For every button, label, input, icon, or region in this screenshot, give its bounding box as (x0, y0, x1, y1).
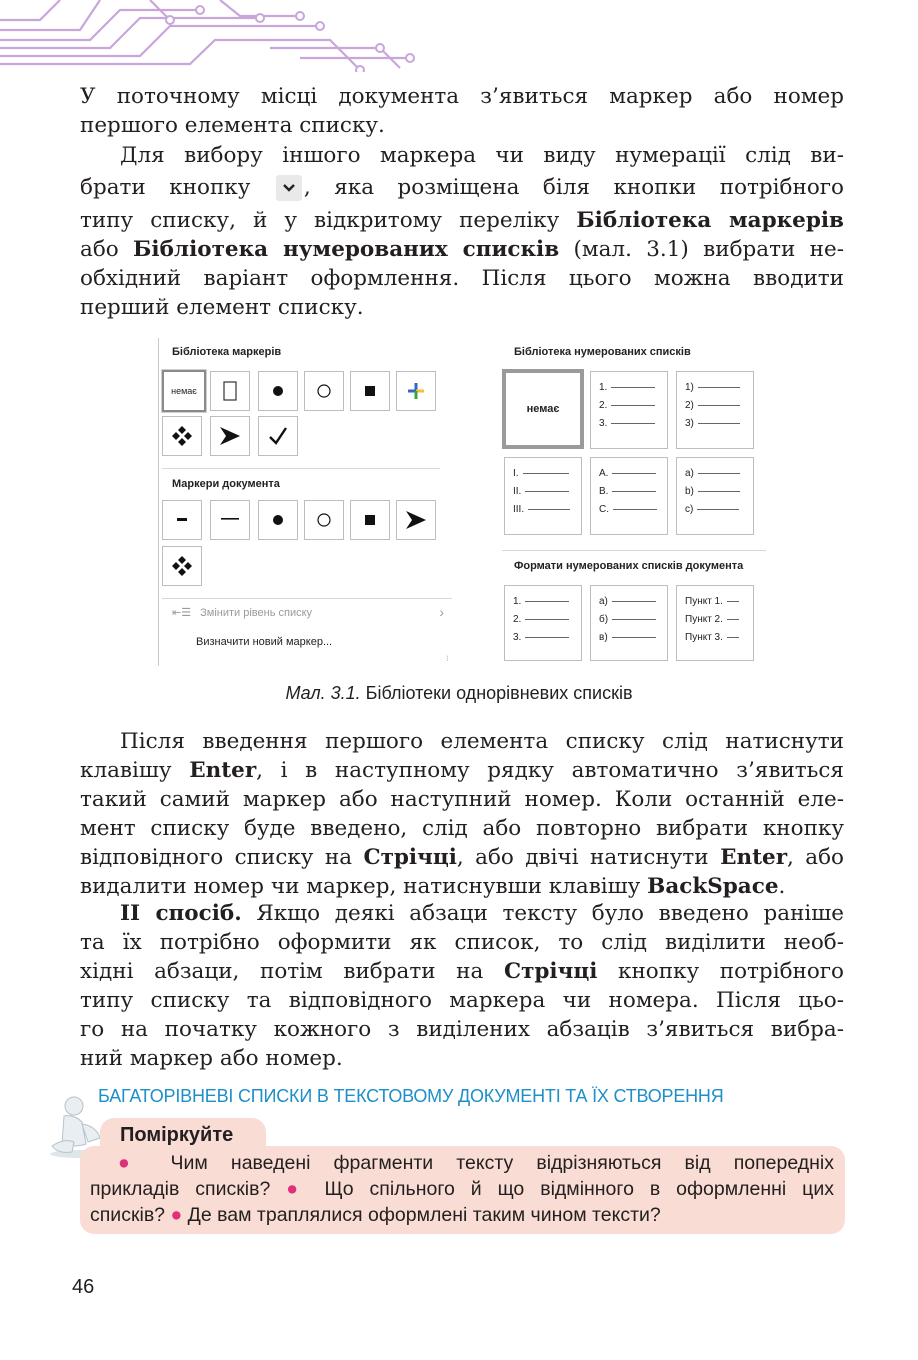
page-number: 46 (72, 1276, 95, 1298)
num-label: 1. (599, 382, 608, 393)
bold-term: Бібліотека маркерів (576, 208, 844, 233)
caption-label: Мал. 3.1. (285, 683, 361, 703)
doc-marker-diamonds[interactable] (162, 546, 202, 586)
filled-square-icon (365, 515, 375, 525)
doc-format-item[interactable] (676, 585, 754, 661)
numbering-option-lower-alpha[interactable] (676, 457, 754, 535)
think-label: Поміркуйте (120, 1124, 234, 1146)
num-label: 2. (599, 400, 608, 411)
text-line: перший елемент списку. (80, 295, 364, 320)
text-line: першого елемента списку. (80, 113, 385, 138)
short-dash-icon (177, 518, 187, 522)
change-level-label: Змінити рівень списку (200, 607, 313, 619)
num-label: Пункт 3. (685, 632, 723, 643)
text-line: мент списку буде введено, слід або повторно вибрати кнопку (80, 816, 844, 841)
paragraph-enter-key (80, 727, 844, 901)
bold-term: BackSpace (647, 874, 779, 899)
arrowhead-icon (405, 510, 427, 530)
text-span: відповідного списку на (80, 845, 364, 870)
doc-marker-filled-circle[interactable] (258, 500, 298, 540)
bullet-library-title: Бібліотека маркерів (172, 346, 282, 358)
filled-circle-icon (272, 514, 284, 526)
colorful-star-icon (407, 382, 425, 400)
text-line (90, 1150, 834, 1176)
text-line (80, 872, 844, 901)
figure-caption (0, 683, 918, 704)
text-line: У поточному місці документа з’явиться маркер або номер (80, 84, 844, 109)
text-line (80, 235, 844, 264)
text-line (80, 141, 844, 170)
num-label: 3) (685, 418, 694, 429)
text-line: обхідний варіант оформлення. Після цього можна вводити (80, 266, 844, 291)
text-span: Чим наведені фрагменти тексту відрізняються від попередніх (147, 1152, 834, 1174)
checkmark-icon (268, 426, 288, 446)
text-span: кнопку потрібного (597, 959, 844, 984)
bold-term: II спосіб. (120, 901, 242, 926)
num-label: 1) (685, 382, 694, 393)
text-span: Де вам траплялися оформлені таким чином тексти? (182, 1204, 661, 1226)
num-label: 3. (599, 418, 608, 429)
doc-marker-arrow[interactable] (396, 500, 436, 540)
dropdown-arrow-button (276, 175, 302, 201)
text-span: Що спільного й що відмінного в оформленні цих (308, 1178, 834, 1200)
numbering-option-upper-alpha[interactable] (590, 457, 668, 535)
text-span: . (778, 874, 786, 899)
doc-marker-long-dash[interactable] (210, 500, 250, 540)
num-label: c) (685, 504, 694, 515)
hollow-circle-icon (317, 384, 331, 398)
doc-format-1-dot[interactable] (504, 585, 582, 661)
text-span: брати кнопку (80, 175, 251, 200)
text-span: списків? (90, 1204, 171, 1226)
text-line: го на початку кожного з виділених абзаців з’явиться вибра- (80, 1017, 844, 1042)
long-dash-icon (221, 518, 239, 522)
num-label: в) (599, 632, 608, 643)
text-span: типу списку, й у відкритому переліку (80, 208, 577, 233)
text-line: такий самий маркер або наступний номер. Коли останній еле- (80, 787, 844, 812)
bullet-option-checkmark[interactable] (258, 416, 298, 456)
num-label: II. (513, 486, 522, 497)
text-line (90, 1176, 834, 1202)
doc-format-cyrillic[interactable] (590, 585, 668, 661)
num-label: Пункт 2. (685, 614, 723, 625)
text-line: типу списку та відповідного маркера чи номера. Після цьо- (80, 988, 844, 1013)
bullet-option-filled-circle[interactable] (258, 371, 298, 411)
filled-circle-icon (272, 385, 284, 397)
bullet-dot: ● (118, 1152, 148, 1174)
num-label: 2) (685, 400, 694, 411)
chevron-right-icon: › (439, 604, 444, 620)
num-label: Пункт 1. (685, 596, 723, 607)
text-line: ний маркер або номер. (80, 1046, 343, 1071)
num-label: a) (685, 468, 694, 479)
hollow-square-icon (223, 381, 237, 401)
num-label: B. (599, 486, 609, 497)
text-span: , або двічі натиснути (456, 845, 721, 870)
filled-square-icon (365, 386, 375, 396)
section-heading: БАГАТОРІВНЕВІ СПИСКИ В ТЕКСТОВОМУ ДОКУМЕНТІ ТА ЇХ СТВОРЕННЯ (98, 1086, 724, 1106)
num-label: а) (599, 596, 608, 607)
none-label: немає (171, 386, 197, 396)
text-line (80, 727, 844, 756)
num-label: 3. (513, 632, 522, 643)
num-label: I. (513, 468, 519, 479)
define-new-marker-item[interactable] (196, 636, 332, 648)
text-span: Для вибору іншого маркера чи виду нумерації слід ви- (120, 143, 844, 168)
text-line (80, 756, 844, 785)
change-list-level-item[interactable] (172, 606, 452, 619)
bullet-option-hollow-circle[interactable] (304, 371, 344, 411)
document-markers-title: Маркери документа (172, 478, 280, 490)
text-line (80, 170, 844, 206)
section-divider (162, 598, 452, 599)
num-label: b) (685, 486, 694, 497)
num-label: б) (599, 614, 609, 625)
text-span: Після введення першого елемента списку слід натиснути (120, 729, 844, 754)
text-span: , яка розміщена біля кнопки потрібного (303, 175, 844, 200)
text-line (80, 957, 844, 986)
bullet-option-arrow[interactable] (210, 416, 250, 456)
bullet-none-option[interactable] (162, 370, 206, 412)
bullet-option-colorful[interactable] (396, 371, 436, 411)
text-line: та їх потрібно оформити як список, то слід виділити необ- (80, 930, 844, 955)
resize-grip-icon: ⁝ (446, 654, 449, 663)
text-span: , або (787, 845, 844, 870)
bold-term: Стрічці (363, 845, 457, 870)
numbering-option-roman[interactable] (504, 457, 582, 535)
bullet-option-hollow-square[interactable] (210, 371, 250, 411)
num-label: 2. (513, 614, 522, 625)
numbering-none-label: немає (526, 403, 560, 415)
doc-formats-title: Формати нумерованих списків документа (514, 560, 744, 572)
num-label: C. (599, 504, 609, 515)
bullet-option-diamonds[interactable] (162, 416, 202, 456)
intro-paragraph (80, 82, 844, 140)
num-label: III. (513, 504, 525, 515)
bold-term: Enter (189, 758, 257, 783)
section-divider (502, 550, 766, 551)
doc-marker-short-dash[interactable] (162, 500, 202, 540)
caption-text: Бібліотеки однорівневих списків (360, 683, 633, 703)
text-span: Якщо деякі абзаци тексту було введено раніше (241, 901, 844, 926)
bold-term: Enter (720, 845, 788, 870)
numbering-option-1-dot[interactable] (590, 371, 668, 449)
hollow-circle-icon (317, 513, 331, 527)
num-label: A. (599, 468, 609, 479)
doc-marker-hollow-circle[interactable] (304, 500, 344, 540)
text-span: (мал. 3.1) вибрати не- (559, 237, 844, 262)
circuit-decoration (0, 0, 430, 72)
doc-marker-filled-square[interactable] (350, 500, 390, 540)
text-span: прикладів списків? (90, 1178, 287, 1200)
bold-term: Стрічці (503, 959, 598, 984)
four-diamonds-icon (171, 555, 193, 577)
bold-term: Бібліотека нумерованих списків (133, 237, 560, 262)
bullet-dot: ● (170, 1204, 183, 1226)
bullet-dot: ● (286, 1178, 309, 1200)
four-diamonds-icon (171, 425, 193, 447)
numbering-option-1-paren[interactable] (676, 371, 754, 449)
text-span: , і в наступному рядку автоматично з’явиться (256, 758, 844, 783)
indent-icon: ⇤☰ (172, 607, 192, 619)
paragraph-method-two (80, 899, 844, 1073)
arrowhead-icon (219, 426, 241, 446)
paragraph-bullet-choice (80, 141, 844, 322)
chevron-down-icon (282, 183, 296, 193)
numbering-none-option[interactable] (502, 369, 584, 449)
figure-list-libraries (158, 338, 768, 668)
bullet-option-filled-square[interactable] (350, 371, 390, 411)
define-marker-label: Визначити новий маркер... (196, 636, 333, 648)
panel-border (158, 338, 159, 666)
text-span: хідні абзаци, потім вибрати на (80, 959, 504, 984)
section-divider (162, 468, 440, 469)
numbering-library-title: Бібліотека нумерованих списків (514, 346, 691, 358)
text-line (80, 206, 844, 235)
think-questions (90, 1150, 834, 1228)
text-span: або (80, 237, 134, 262)
text-span: видалити номер чи маркер, натиснувши клавішу (80, 874, 648, 899)
text-line (80, 899, 844, 928)
text-span: клавішу (80, 758, 190, 783)
text-line (90, 1202, 834, 1228)
text-line (80, 843, 844, 872)
num-label: 1. (513, 596, 522, 607)
